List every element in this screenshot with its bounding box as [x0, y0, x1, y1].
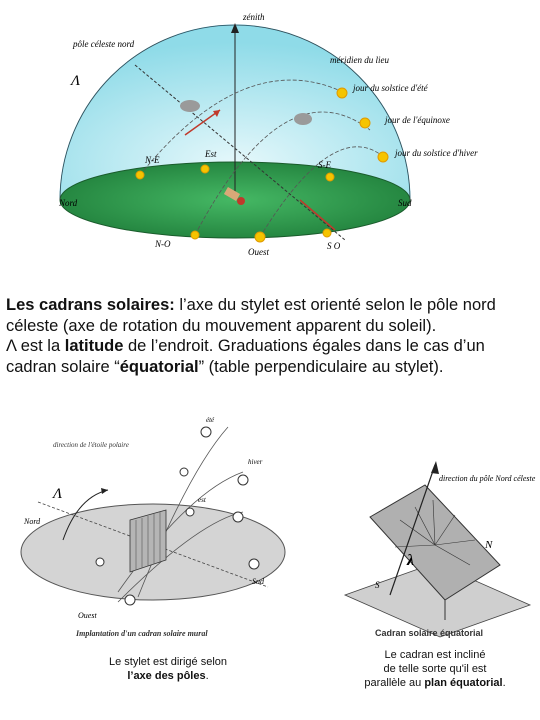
- ouest-label: Ouest: [78, 611, 97, 620]
- sud-label: Sud: [252, 577, 264, 586]
- equatorial-plane-term: plan équatorial: [424, 677, 503, 689]
- cloud: [294, 113, 312, 125]
- se-label: S-E: [318, 160, 331, 170]
- sundial-description: Les cadrans solaires: l’axe du stylet est orienté selon le pôle nord céleste (axe de rotation du mouvement apparent du soleil). Λ est la latitude de l’endroit. Graduations égales dans le cas d’un cadran solaire “équatorial” (table perpendiculaire au stylet).: [6, 296, 496, 376]
- north-pole-label: pôle céleste nord: [73, 39, 135, 49]
- latitude-term: latitude: [64, 337, 124, 355]
- lambda-label: Λ: [71, 73, 81, 89]
- ne-label: N-E: [145, 155, 160, 165]
- lambda-label: Λ: [53, 486, 63, 502]
- nw-label: N-O: [155, 239, 171, 249]
- nord-label: Nord: [24, 517, 41, 526]
- north-label: Nord: [59, 198, 78, 208]
- lambda-label: λ: [407, 552, 415, 569]
- wall-sundial-diagram: [18, 412, 286, 642]
- figure3-caption: Le cadran est incliné de telle sorte qu'il est parallèle au plan équatorial.: [364, 649, 506, 689]
- s-label: S: [375, 580, 380, 590]
- direction-label: direction de l'étoile polaire: [53, 441, 129, 449]
- figure3-caption-title: Cadran solaire équatorial: [375, 628, 484, 638]
- equatorial-term: équatorial: [119, 357, 199, 376]
- equinox-label: jour de l'équinoxe: [385, 115, 450, 125]
- paragraph-title: Les cadrans solaires:: [6, 296, 175, 314]
- figure2-caption: Le stylet est dirigé selon l’axe des pôles.: [108, 656, 227, 682]
- direction-label: direction du pôle Nord céleste: [439, 474, 536, 483]
- hiver-label: hiver: [248, 458, 263, 466]
- poles-axis-term: l’axe des pôles: [127, 670, 206, 682]
- east-label: Est: [205, 149, 217, 159]
- est-label: est: [198, 496, 206, 504]
- sw-label: S O: [327, 241, 341, 251]
- meridian-label: méridien du lieu: [330, 55, 389, 65]
- south-label: Sud: [398, 198, 412, 208]
- summer-solstice-label: jour du solstice d'été: [353, 83, 428, 93]
- west-label: Ouest: [248, 247, 269, 257]
- n-label: N: [485, 539, 493, 551]
- celestial-sphere-diagram: [45, 5, 478, 270]
- lambda-symbol: Λ: [6, 337, 17, 355]
- equatorial-sundial-diagram: [335, 455, 535, 640]
- zenith-label: zénith: [243, 12, 265, 22]
- winter-solstice-label: jour du solstice d'hiver: [395, 148, 478, 158]
- cloud: [180, 100, 200, 112]
- figure2-caption-title: Implantation d'un cadran solaire mural: [76, 629, 208, 638]
- ete-label: été: [206, 416, 215, 424]
